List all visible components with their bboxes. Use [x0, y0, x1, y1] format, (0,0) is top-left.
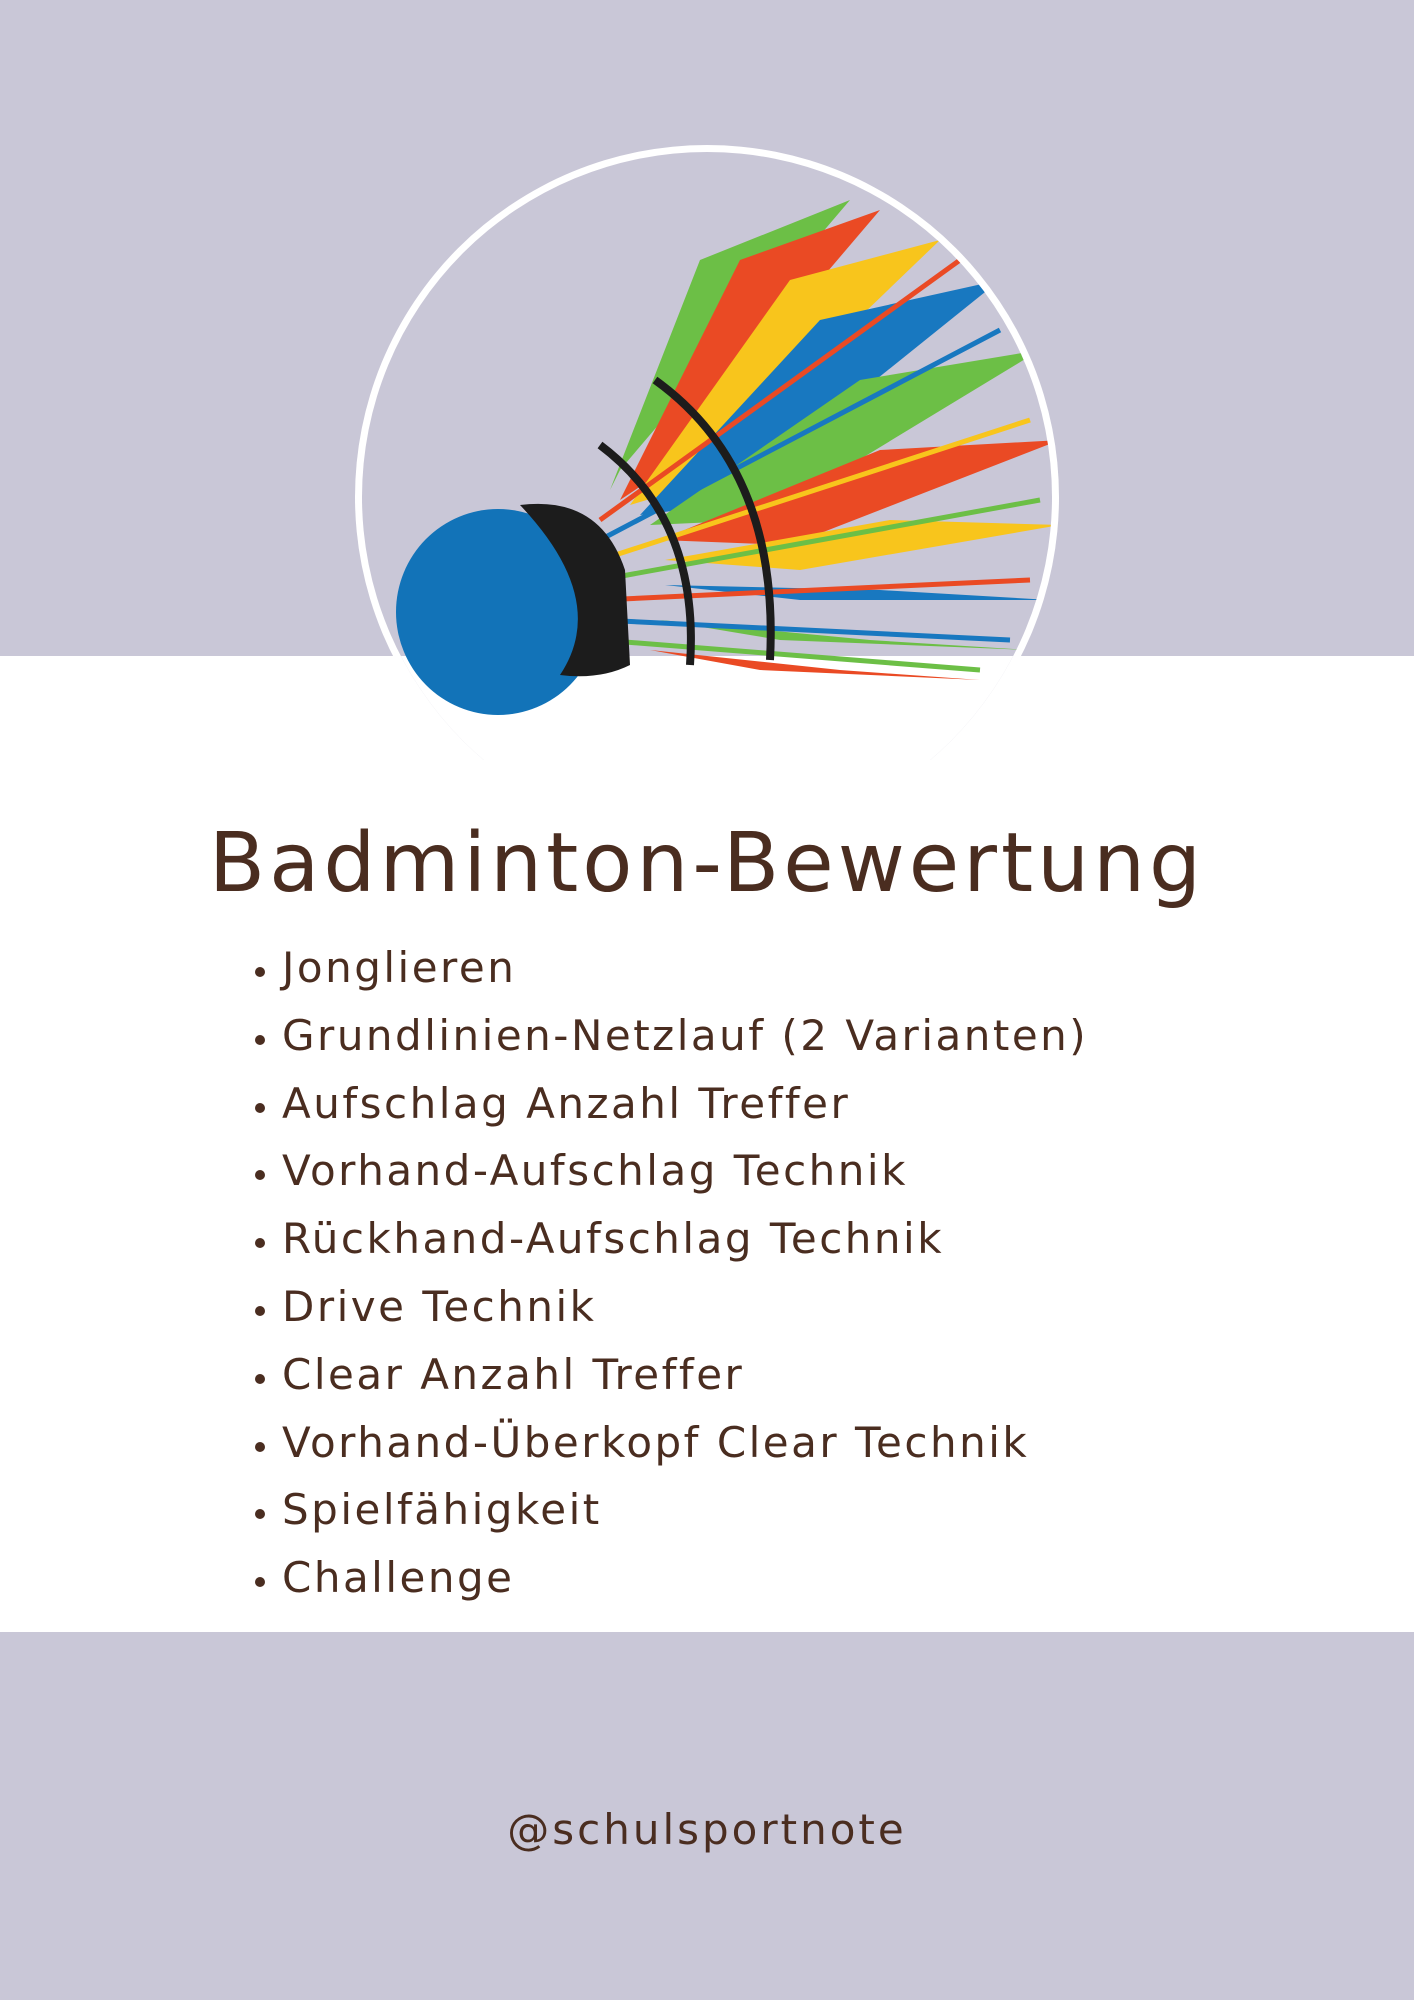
list-item: • Aufschlag Anzahl Treffer	[282, 1070, 1402, 1138]
social-handle: @schulsportnote	[507, 1805, 907, 1854]
list-item: • Drive Technik	[282, 1273, 1402, 1341]
list-item: • Vorhand-Überkopf Clear Technik	[282, 1409, 1402, 1477]
criteria-list	[240, 934, 1402, 1612]
list-item: • Jonglieren	[282, 934, 1402, 1002]
list-item: • Clear Anzahl Treffer	[282, 1341, 1402, 1409]
list-item: • Grundlinien-Netzlauf (2 Varianten)	[282, 1002, 1402, 1070]
page-title: Badminton-Bewertung	[208, 816, 1206, 911]
list-item: • Rückhand-Aufschlag Technik	[282, 1205, 1402, 1273]
list-item: • Challenge	[282, 1544, 1402, 1612]
badminton-shuttlecock-icon	[0, 0, 1414, 760]
list-item: • Spielfähigkeit	[282, 1476, 1402, 1544]
list-item: • Vorhand-Aufschlag Technik	[282, 1137, 1402, 1205]
